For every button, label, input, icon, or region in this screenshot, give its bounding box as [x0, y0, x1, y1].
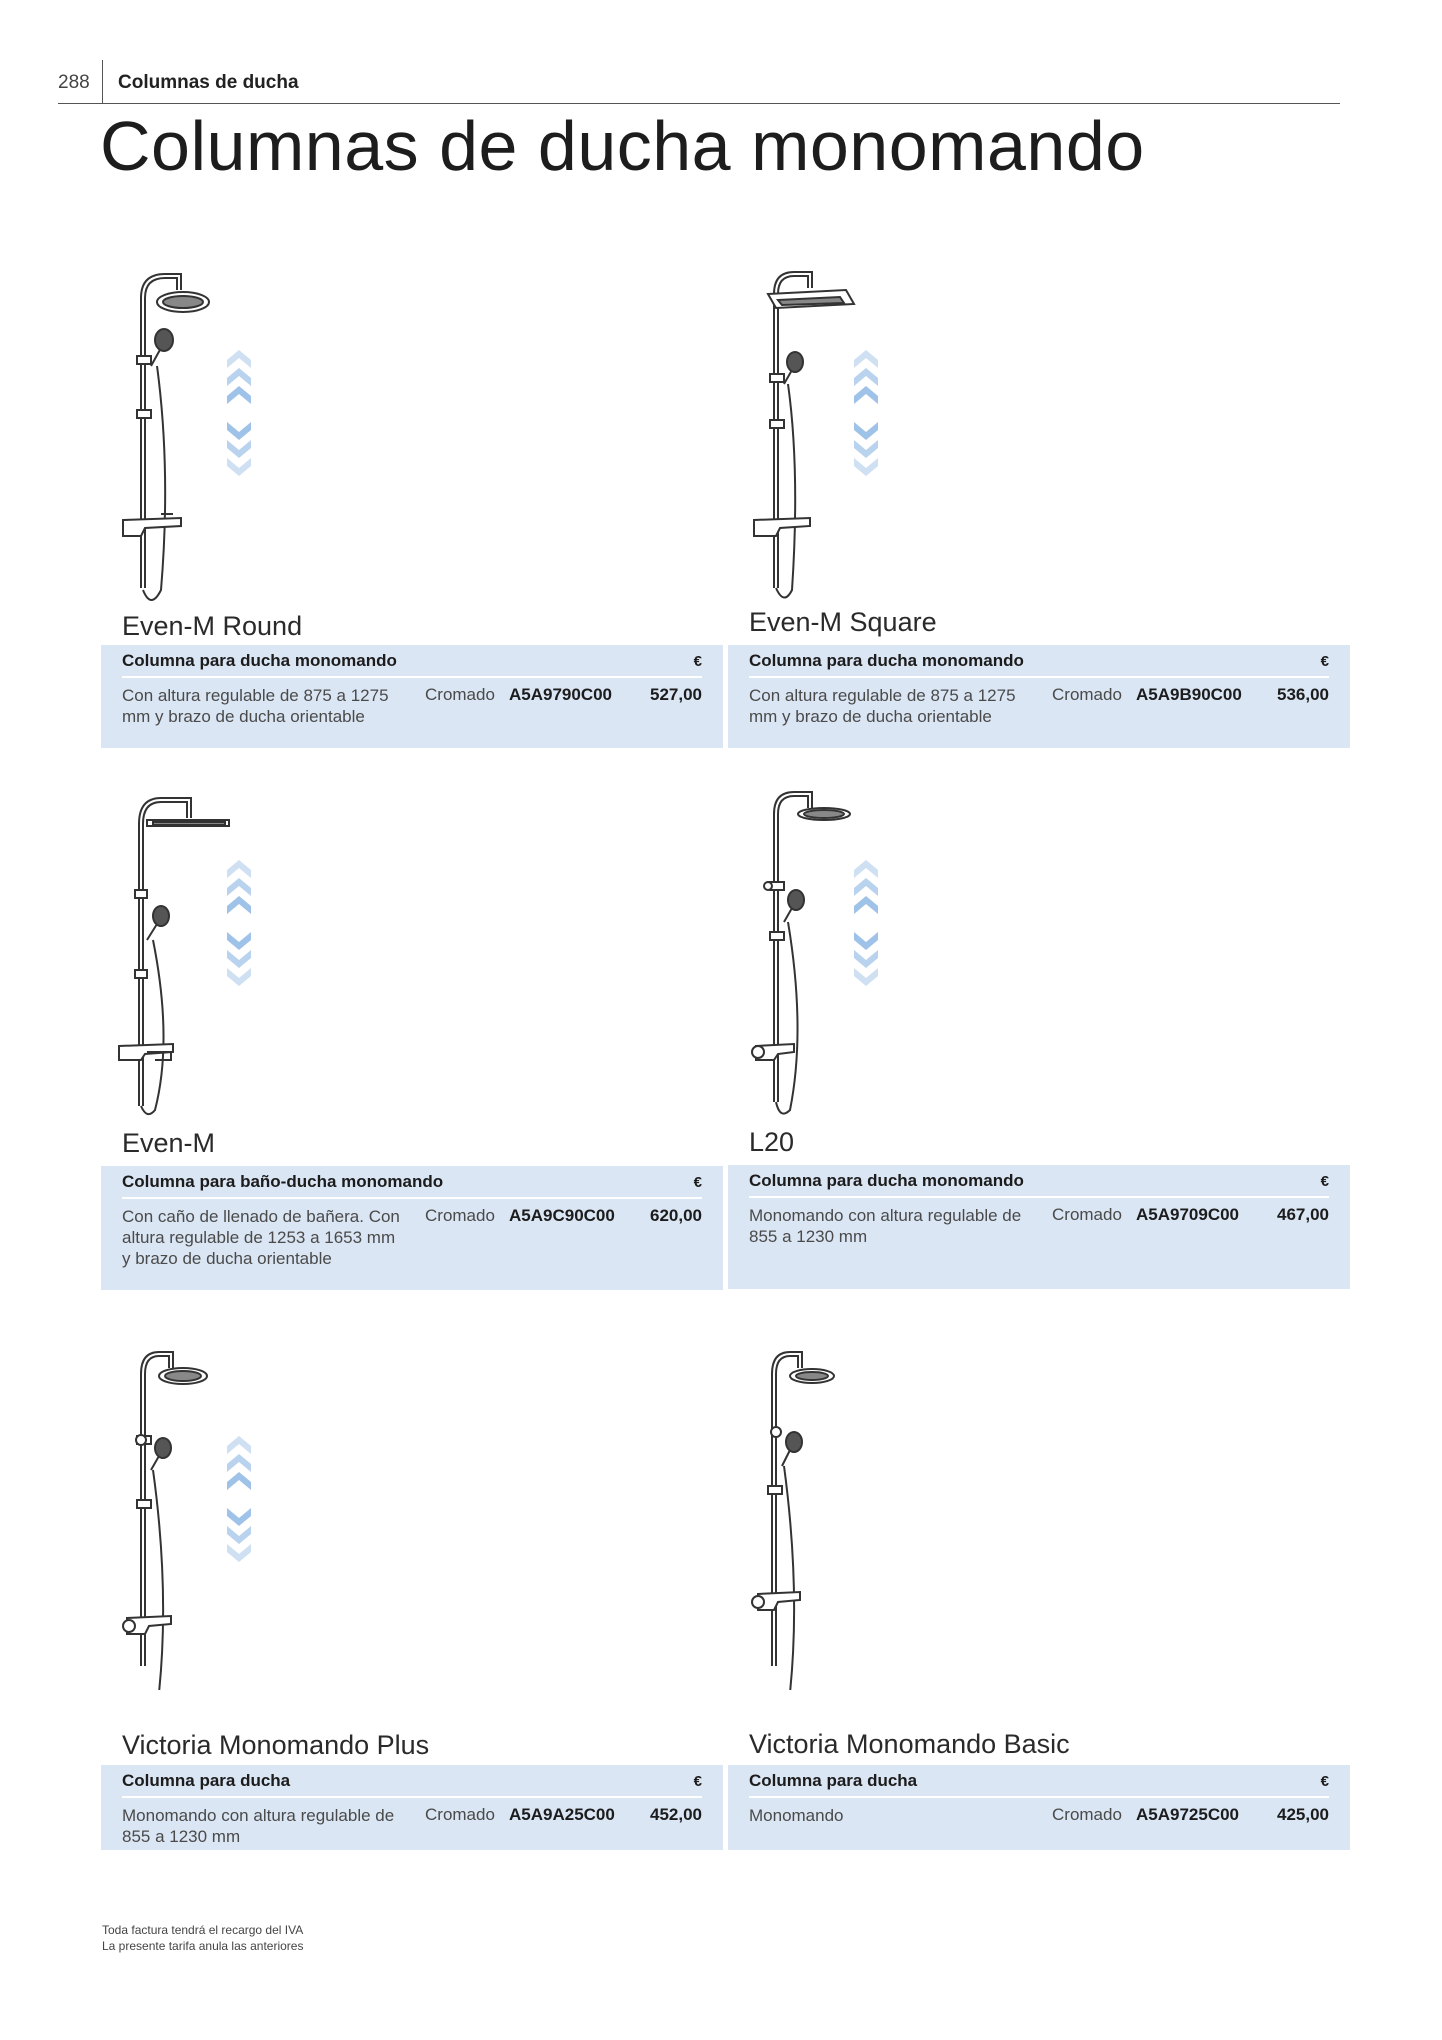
- product-name: Even-M Square: [749, 607, 937, 637]
- product-table: [728, 1165, 1350, 1289]
- page-number: 288: [58, 72, 90, 93]
- product-finish: Cromado: [1052, 1805, 1122, 1824]
- product-name: Victoria Monomando Basic: [749, 1729, 1070, 1759]
- product-description: Con altura regulable de 875 a 1275 mm y brazo de ducha orientable: [122, 686, 389, 726]
- currency-label: €: [693, 1174, 702, 1191]
- product-table: [101, 1765, 723, 1850]
- product-description: Monomando con altura regulable de 855 a 1230 mm: [749, 1206, 1022, 1246]
- page-header: [58, 60, 1340, 104]
- product-table: [728, 1765, 1350, 1850]
- product-description: Con altura regulable de 875 a 1275 mm y brazo de ducha orientable: [749, 686, 1016, 726]
- product-code: A5A9709C00: [1136, 1205, 1240, 1224]
- product-finish: Cromado: [425, 1805, 495, 1824]
- product-description: Con caño de llenado de bañera. Con altura regulable de 1253 a 1653 mm y brazo de ducha orientable: [122, 1207, 400, 1268]
- product-type: Columna para ducha: [122, 1771, 291, 1790]
- shower-column-illustration: [728, 270, 968, 610]
- footer-line-iva: Toda factura tendrá el recargo del IVA: [102, 1923, 304, 1937]
- height-adjust-arrows-icon: [854, 350, 878, 476]
- header-divider: [102, 60, 103, 103]
- product-name: Even-M: [122, 1128, 216, 1158]
- currency-label: €: [1320, 1173, 1329, 1190]
- product-price: 425,00: [1277, 1805, 1329, 1824]
- currency-label: €: [1320, 653, 1329, 670]
- product-table-header: [749, 1765, 1329, 1798]
- product-code: A5A9790C00: [509, 685, 613, 704]
- product-price: 620,00: [650, 1206, 702, 1225]
- product-code: A5A9725C00: [1136, 1805, 1240, 1824]
- product-row: [749, 1198, 1329, 1298]
- product-type: Columna para ducha monomando: [749, 1171, 1024, 1190]
- product-finish: Cromado: [425, 1206, 495, 1225]
- product-name: L20: [749, 1127, 795, 1157]
- product-code: A5A9C90C00: [509, 1206, 615, 1225]
- product-table-header: [122, 645, 702, 678]
- product-table: [101, 1166, 723, 1290]
- product-table-header: [749, 1165, 1329, 1198]
- product-row: [122, 678, 702, 778]
- product-finish: Cromado: [1052, 1205, 1122, 1224]
- product-type: Columna para ducha monomando: [122, 651, 397, 670]
- shower-column-illustration: [101, 1350, 341, 1690]
- height-adjust-arrows-icon: [854, 860, 878, 986]
- height-adjust-arrows-icon: [227, 350, 251, 476]
- product-table-header: [749, 645, 1329, 678]
- product-price: 467,00: [1277, 1205, 1329, 1224]
- shower-column-illustration: [728, 1350, 968, 1690]
- product-type: Columna para ducha: [749, 1771, 918, 1790]
- footer-notes: [102, 1922, 303, 1954]
- product-table: [728, 645, 1350, 748]
- product-table: [101, 645, 723, 748]
- product-description: Monomando: [749, 1806, 844, 1825]
- shower-column-illustration: [101, 270, 341, 610]
- shower-column-illustration: [728, 790, 968, 1130]
- currency-label: €: [1320, 1773, 1329, 1790]
- height-adjust-arrows-icon: [227, 860, 251, 986]
- product-row: [749, 678, 1329, 778]
- product-price: 452,00: [650, 1805, 702, 1824]
- currency-label: €: [693, 653, 702, 670]
- product-type: Columna para ducha monomando: [749, 651, 1024, 670]
- product-price: 527,00: [650, 685, 702, 704]
- product-table-header: [122, 1166, 702, 1199]
- product-row: [122, 1199, 702, 1299]
- section-label: Columnas de ducha: [118, 72, 299, 93]
- product-table-header: [122, 1765, 702, 1798]
- product-price: 536,00: [1277, 685, 1329, 704]
- page-title: Columnas de ducha monomando: [100, 107, 1145, 185]
- product-row: [749, 1798, 1329, 1898]
- product-name: Even-M Round: [122, 611, 303, 641]
- height-adjust-arrows-icon: [227, 1436, 251, 1562]
- product-finish: Cromado: [1052, 685, 1122, 704]
- footer-line-tarifa: La presente tarifa anula las anteriores: [102, 1939, 304, 1953]
- product-row: [122, 1798, 702, 1898]
- shower-column-illustration: [101, 790, 341, 1130]
- product-type: Columna para baño-ducha monomando: [122, 1172, 444, 1191]
- product-finish: Cromado: [425, 685, 495, 704]
- product-code: A5A9B90C00: [1136, 685, 1242, 704]
- product-description: Monomando con altura regulable de 855 a 1230 mm: [122, 1806, 395, 1846]
- currency-label: €: [693, 1773, 702, 1790]
- product-name: Victoria Monomando Plus: [122, 1730, 430, 1760]
- product-code: A5A9A25C00: [509, 1805, 615, 1824]
